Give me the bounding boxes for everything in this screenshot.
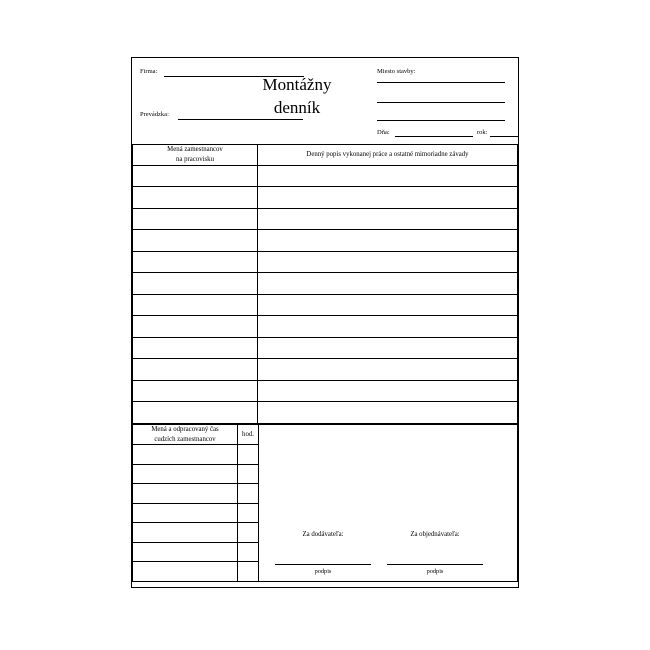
supplier-signature-block [275, 531, 371, 575]
dna-label: Dňa: [377, 129, 390, 136]
cell-names[interactable] [133, 316, 258, 338]
table-row[interactable] [133, 208, 518, 230]
form-sheet [131, 57, 519, 588]
table-row[interactable] [133, 294, 518, 316]
main-col-names-header-line1: Mená zamestnancov [167, 146, 223, 153]
cell-description[interactable] [258, 230, 518, 252]
cell-names[interactable] [133, 380, 258, 402]
cell-foreign-hours[interactable] [238, 523, 259, 543]
cell-foreign-hours[interactable] [238, 484, 259, 504]
customer-signature-line[interactable] [387, 564, 483, 565]
cell-description[interactable] [258, 294, 518, 316]
supplier-signature-line[interactable] [275, 564, 371, 565]
lower-col-hours-header: hod. [238, 424, 259, 445]
cell-foreign-names[interactable] [133, 562, 238, 582]
table-row[interactable] [133, 359, 518, 381]
table-row[interactable] [133, 251, 518, 273]
cell-names[interactable] [133, 273, 258, 295]
customer-signature-title: Za objednávateľa: [410, 530, 460, 538]
cell-foreign-names[interactable] [133, 445, 238, 465]
foreign-staff-table-body [133, 424, 518, 581]
cell-foreign-hours[interactable] [238, 445, 259, 465]
table-row[interactable] [133, 337, 518, 359]
cell-description[interactable] [258, 316, 518, 338]
cell-description[interactable] [258, 380, 518, 402]
cell-foreign-names[interactable] [133, 484, 238, 504]
main-col-names-header [133, 145, 258, 166]
cell-names[interactable] [133, 165, 258, 187]
cell-foreign-names[interactable] [133, 542, 238, 562]
cell-foreign-hours[interactable] [238, 562, 259, 582]
foreign-staff-table [132, 424, 518, 582]
document-title-line1: Montážny [262, 75, 332, 94]
cell-description[interactable] [258, 359, 518, 381]
prevadzka-label: Prevádzka: [140, 111, 169, 118]
table-row[interactable] [133, 273, 518, 295]
main-table-head [133, 145, 518, 166]
table-row[interactable] [133, 187, 518, 209]
cell-description[interactable] [258, 165, 518, 187]
lower-col-names-header-line2: cudzích zamestnancov [154, 435, 216, 443]
document-title-line2: denník [273, 97, 321, 117]
cell-foreign-names[interactable] [133, 523, 238, 543]
cell-names[interactable] [133, 230, 258, 252]
cell-foreign-names[interactable] [133, 464, 238, 484]
main-table-header-row [133, 145, 518, 166]
foreign-staff-header-row [133, 424, 518, 445]
cell-description[interactable] [258, 208, 518, 230]
miesto-input-line-1[interactable] [377, 82, 505, 83]
miesto-input-line-2[interactable] [377, 102, 505, 103]
table-row[interactable] [133, 165, 518, 187]
cell-foreign-names[interactable] [133, 503, 238, 523]
table-row[interactable] [133, 230, 518, 252]
document-title [227, 74, 367, 120]
customer-signature-caption: podpis [426, 567, 444, 575]
customer-signature-block [387, 531, 483, 575]
cell-names[interactable] [133, 294, 258, 316]
table-row[interactable] [133, 380, 518, 402]
cell-description[interactable] [258, 187, 518, 209]
dna-input-line[interactable] [395, 136, 473, 137]
cell-names[interactable] [133, 187, 258, 209]
cell-names[interactable] [133, 251, 258, 273]
cell-foreign-hours[interactable] [238, 542, 259, 562]
table-row[interactable] [133, 316, 518, 338]
miesto-stavby-label: Miesto stavby: [377, 68, 416, 75]
cell-description[interactable] [258, 273, 518, 295]
signature-area [259, 424, 518, 581]
cell-foreign-hours[interactable] [238, 464, 259, 484]
rok-input-line[interactable] [490, 136, 518, 137]
cell-foreign-hours[interactable] [238, 503, 259, 523]
cell-names[interactable] [133, 208, 258, 230]
cell-names[interactable] [133, 359, 258, 381]
miesto-input-line-3[interactable] [377, 120, 505, 121]
supplier-signature-caption: podpis [314, 567, 332, 575]
lower-col-names-header-line1: Mená a odpracovaný čas [151, 425, 219, 433]
cell-description[interactable] [258, 402, 518, 424]
cell-names[interactable] [133, 402, 258, 424]
cell-description[interactable] [258, 251, 518, 273]
main-col-names-header-line2: na pracovisku [176, 155, 214, 163]
main-table-body [133, 165, 518, 423]
main-col-description-header: Denný popis vykonanej práce a ostatné mimoriadne závady [258, 145, 518, 166]
form-header [132, 58, 518, 144]
main-work-table [132, 144, 518, 424]
cell-names[interactable] [133, 337, 258, 359]
cell-description[interactable] [258, 337, 518, 359]
table-row[interactable] [133, 402, 518, 424]
supplier-signature-title: Za dodávateľa: [302, 530, 344, 538]
firma-label: Firma: [140, 68, 158, 75]
lower-col-names-header [133, 424, 238, 445]
rok-label: rok: [477, 129, 488, 136]
